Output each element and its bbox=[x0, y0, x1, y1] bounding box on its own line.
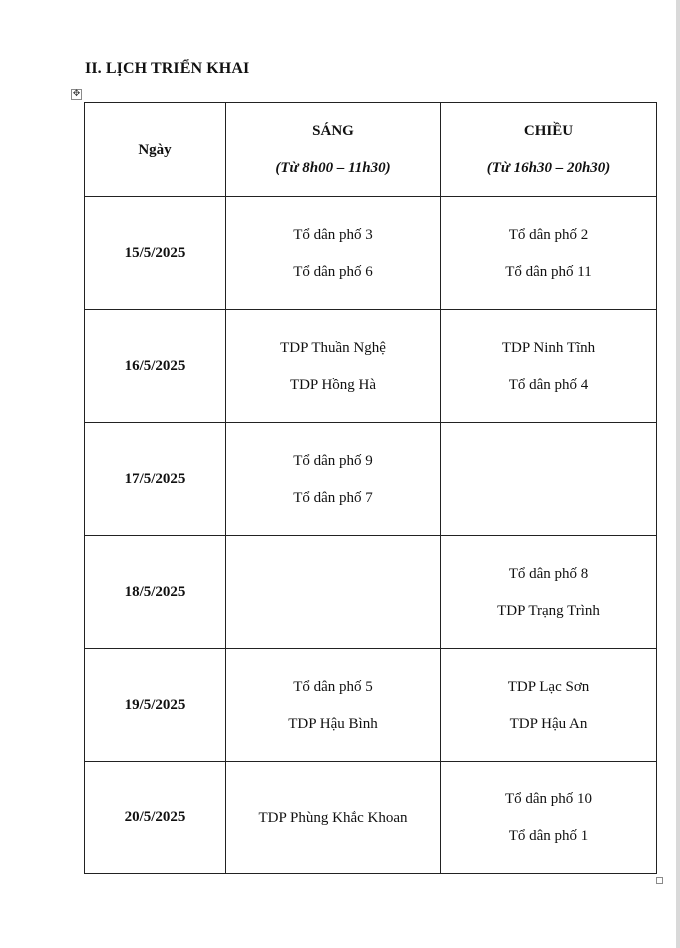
group-name: Tổ dân phố 10 bbox=[504, 791, 593, 807]
morning-cell[interactable] bbox=[226, 762, 441, 874]
group-name: Tổ dân phố 7 bbox=[293, 489, 373, 506]
group-name: TDP Ninh Tĩnh bbox=[501, 339, 596, 356]
table-row bbox=[85, 536, 657, 649]
date-cell[interactable] bbox=[85, 197, 226, 310]
morning-cell[interactable] bbox=[226, 536, 441, 649]
date-label: 20/5/2025 bbox=[124, 809, 186, 825]
group-name: Tổ dân phố 4 bbox=[508, 376, 589, 393]
date-cell[interactable] bbox=[85, 762, 226, 874]
group-name: Tổ dân phố 3 bbox=[293, 226, 373, 243]
header-morning[interactable] bbox=[226, 103, 441, 197]
morning-cell[interactable] bbox=[226, 310, 441, 423]
group-name: Tổ dân phố 6 bbox=[293, 263, 373, 280]
group-name: TDP Lạc Sơn bbox=[507, 678, 590, 695]
group-name: TDP Hậu An bbox=[509, 715, 588, 732]
date-cell[interactable] bbox=[85, 536, 226, 649]
afternoon-cell[interactable] bbox=[441, 423, 657, 536]
group-name: TDP Phùng Khắc Khoan bbox=[258, 809, 408, 826]
table-resize-handle-icon[interactable] bbox=[656, 877, 663, 884]
table-move-handle-icon[interactable]: ✥ bbox=[72, 89, 81, 99]
afternoon-cell[interactable] bbox=[441, 762, 657, 874]
group-name: TDP Trạng Trình bbox=[497, 602, 600, 619]
afternoon-cell[interactable] bbox=[441, 649, 657, 762]
morning-cell[interactable] bbox=[226, 423, 441, 536]
date-cell[interactable] bbox=[85, 310, 226, 423]
page-edge bbox=[676, 0, 680, 948]
group-name: Tổ dân phố 9 bbox=[293, 452, 373, 469]
afternoon-cell[interactable] bbox=[441, 197, 657, 310]
date-cell[interactable] bbox=[85, 649, 226, 762]
group-name: Tổ dân phố 2 bbox=[508, 226, 589, 243]
header-afternoon-title: CHIỀU bbox=[523, 123, 574, 139]
date-label: 18/5/2025 bbox=[124, 583, 186, 600]
group-name: TDP Thuần Nghệ bbox=[280, 339, 386, 356]
afternoon-cell[interactable] bbox=[441, 310, 657, 423]
section-heading: II. LỊCH TRIỂN KHAI bbox=[85, 60, 250, 77]
date-label: 16/5/2025 bbox=[124, 357, 186, 374]
morning-cell[interactable] bbox=[226, 197, 441, 310]
header-day[interactable] bbox=[85, 103, 226, 197]
header-morning-title: SÁNG bbox=[312, 123, 354, 139]
date-label: 17/5/2025 bbox=[124, 470, 186, 487]
group-name: Tổ dân phố 1 bbox=[508, 828, 589, 844]
date-cell[interactable] bbox=[85, 423, 226, 536]
header-afternoon[interactable] bbox=[441, 103, 657, 197]
table-row bbox=[85, 197, 657, 310]
header-afternoon-time: (Từ 16h30 – 20h30) bbox=[486, 160, 611, 176]
header-day-label: Ngày bbox=[138, 141, 172, 158]
group-name: Tổ dân phố 5 bbox=[293, 678, 373, 695]
date-label: 15/5/2025 bbox=[124, 244, 186, 261]
table-row bbox=[85, 310, 657, 423]
group-name: TDP Hậu Bình bbox=[288, 715, 378, 732]
date-label: 19/5/2025 bbox=[124, 696, 186, 713]
table-header-row bbox=[85, 103, 657, 197]
morning-cell[interactable] bbox=[226, 649, 441, 762]
afternoon-cell[interactable] bbox=[441, 536, 657, 649]
table-row bbox=[85, 423, 657, 536]
header-morning-time: (Từ 8h00 – 11h30) bbox=[275, 160, 391, 176]
table-row bbox=[85, 762, 657, 874]
group-name: TDP Hồng Hà bbox=[289, 376, 377, 393]
table-row bbox=[85, 649, 657, 762]
schedule-table bbox=[84, 102, 657, 874]
group-name: Tổ dân phố 8 bbox=[508, 565, 589, 582]
group-name: Tổ dân phố 11 bbox=[505, 263, 592, 280]
